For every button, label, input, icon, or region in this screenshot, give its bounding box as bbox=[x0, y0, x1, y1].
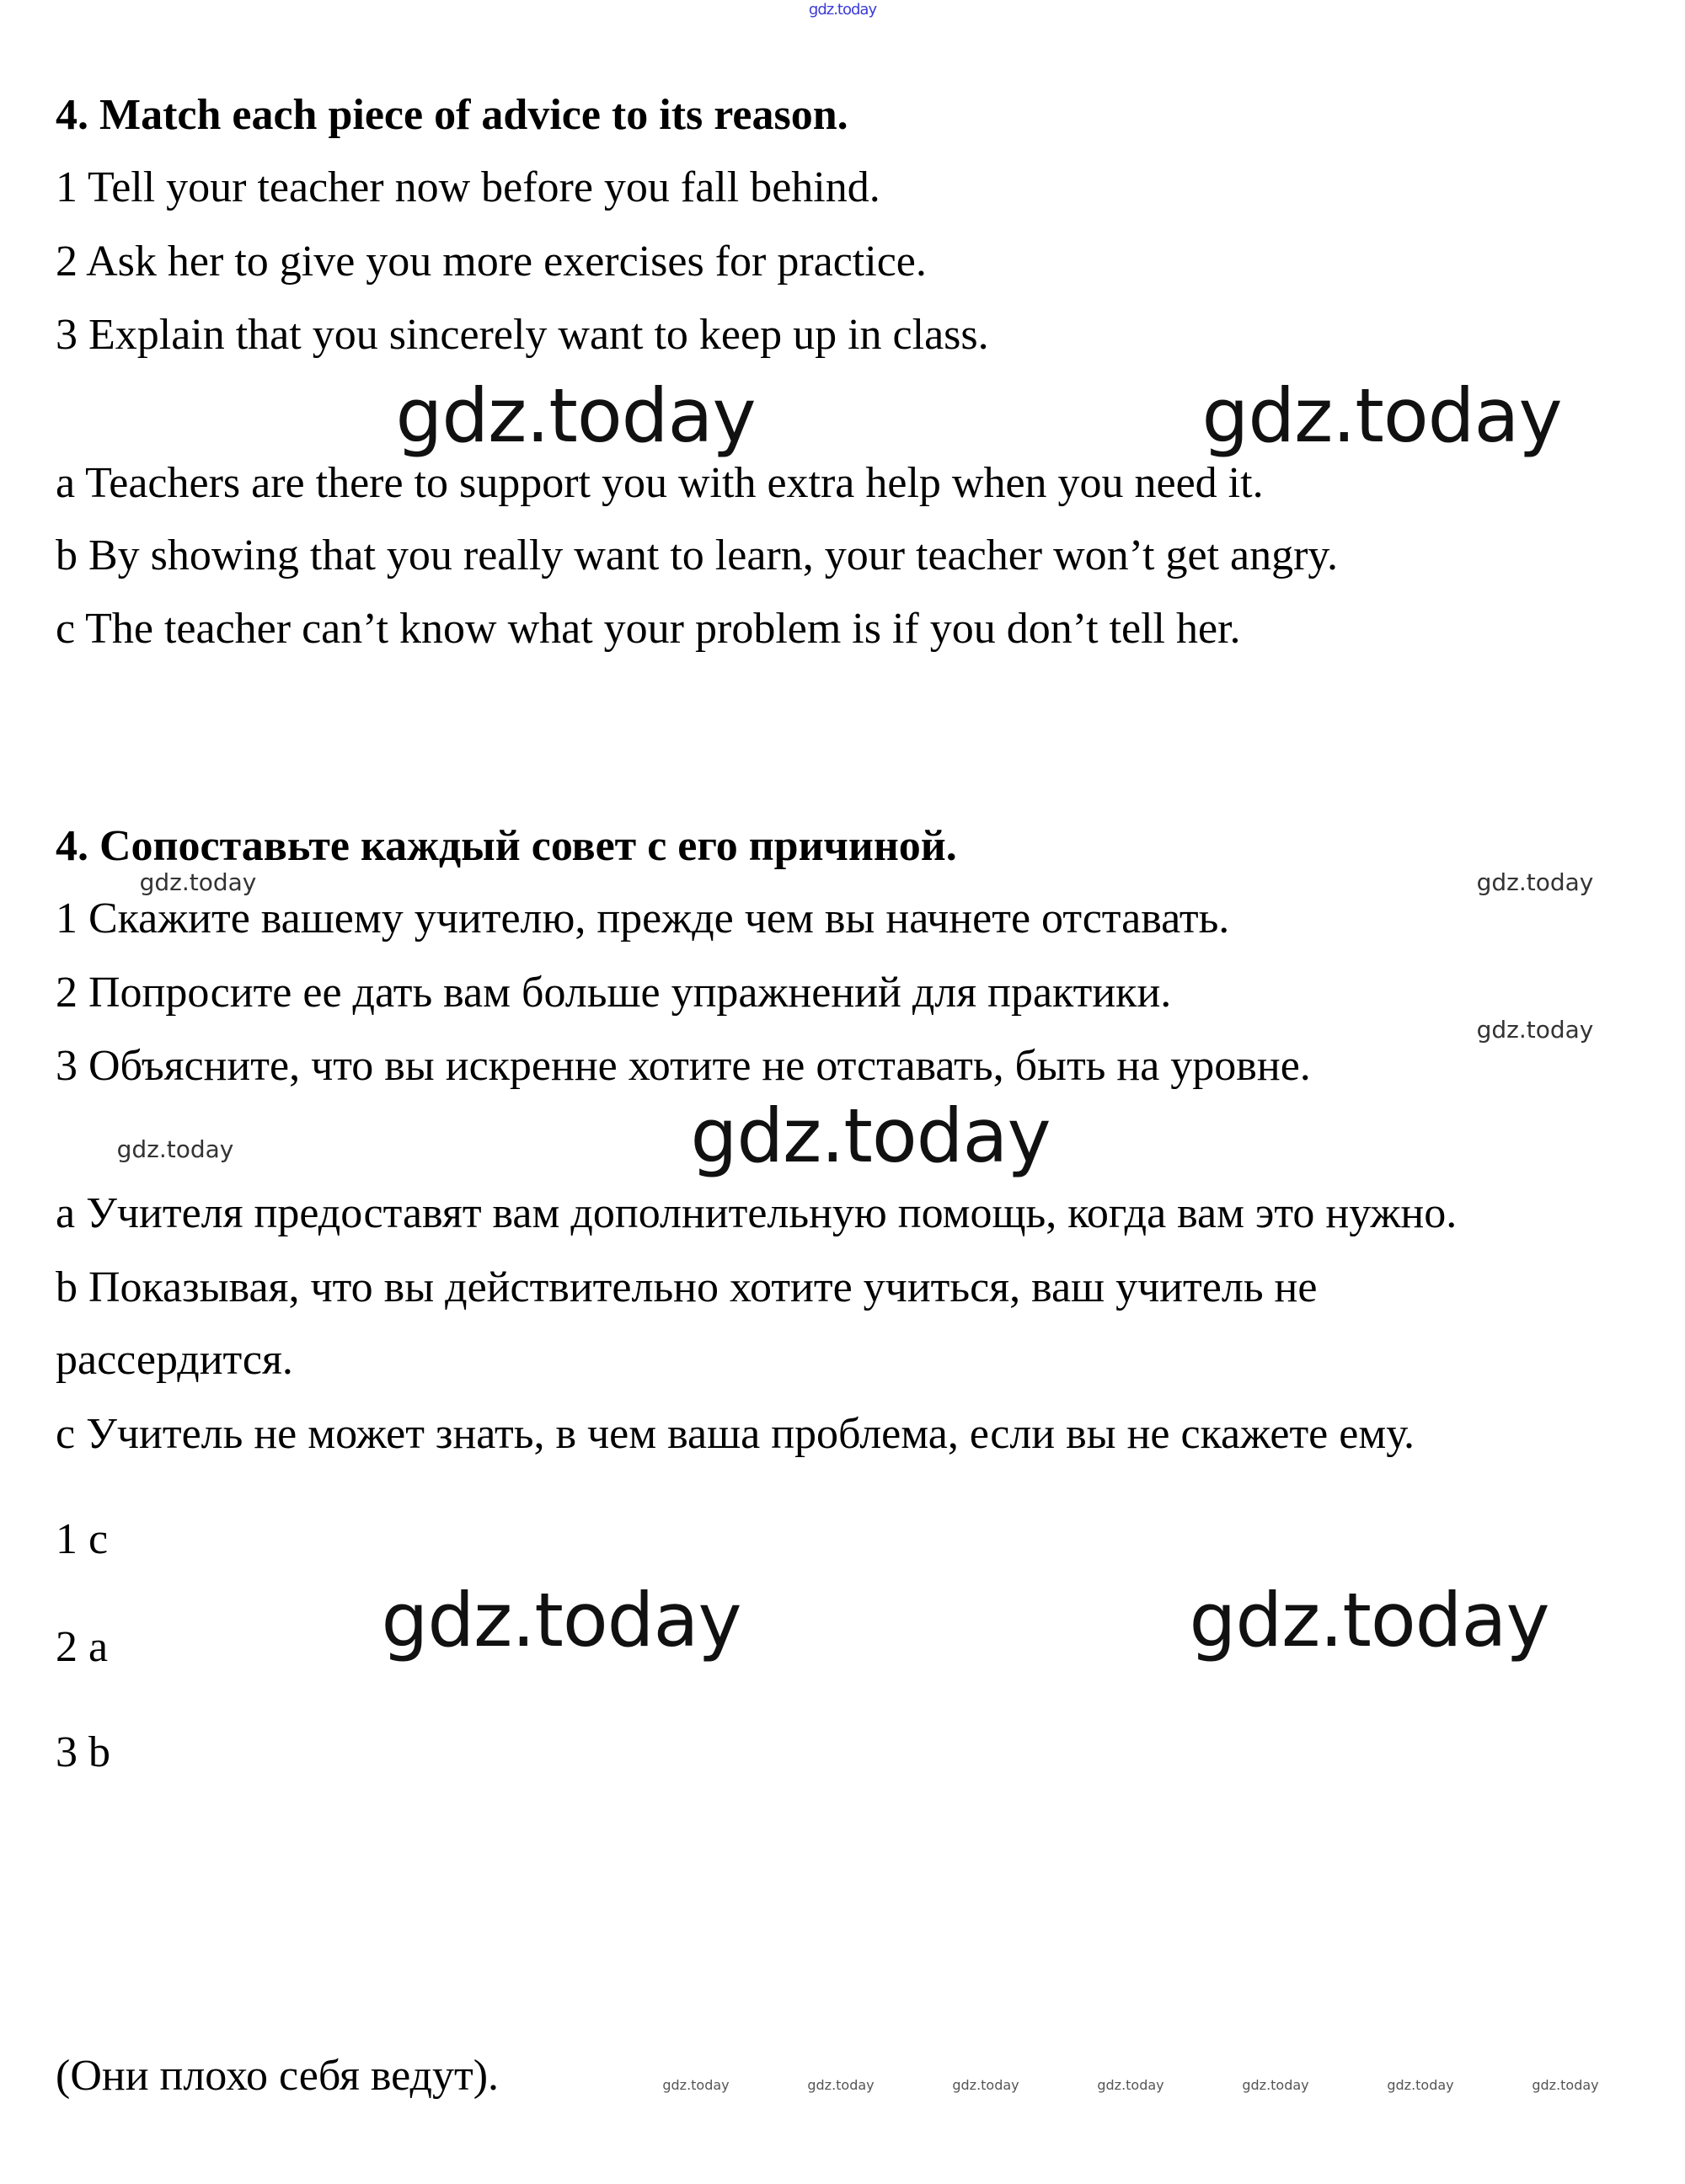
advice-item: 1 Tell your teacher now before you fall behind. bbox=[56, 163, 880, 211]
watermark-tiny: gdz.today bbox=[1242, 2077, 1309, 2093]
reason-item: a Teachers are there to support you with extra help when you need it. bbox=[56, 459, 1264, 507]
advice-item-ru: 3 Объясните, что вы искренне хотите не отставать, быть на уровне. bbox=[56, 1042, 1311, 1090]
exercise-title-ru: 4. Сопоставьте каждый совет с его причиной. bbox=[56, 822, 957, 870]
watermark-tiny: gdz.today bbox=[662, 2077, 730, 2093]
watermark-tiny: gdz.today bbox=[952, 2077, 1019, 2093]
watermark-small: gdz.today bbox=[116, 1135, 234, 1163]
advice-item-ru: 2 Попросите ее дать вам больше упражнений для практики. bbox=[56, 969, 1172, 1017]
watermark-large: gdz.today bbox=[381, 1577, 741, 1663]
advice-item: 2 Ask her to give you more exercises for practice. bbox=[56, 238, 927, 286]
watermark-small: gdz.today bbox=[1476, 1016, 1594, 1044]
watermark-tiny: gdz.today bbox=[807, 2077, 875, 2093]
watermark-large: gdz.today bbox=[1201, 372, 1562, 459]
answer-item: 1 c bbox=[56, 1515, 109, 1563]
exercise-title-en: 4. Match each piece of advice to its reason. bbox=[56, 91, 848, 139]
reason-item-ru-continued: рассердится. bbox=[56, 1336, 293, 1384]
advice-item-ru: 1 Скажите вашему учителю, прежде чем вы начнете отставать. bbox=[56, 894, 1230, 942]
watermark-small: gdz.today bbox=[1476, 868, 1594, 896]
reason-item: b By showing that you really want to learn, your teacher won’t get angry. bbox=[56, 531, 1339, 579]
reason-item-ru: a Учителя предоставят вам дополнительную помощь, когда вам это нужно. bbox=[56, 1189, 1458, 1237]
answer-item: 3 b bbox=[56, 1728, 110, 1776]
reason-item-ru: b Показывая, что вы действительно хотите учиться, ваш учитель не bbox=[56, 1263, 1318, 1311]
note: (Они плохо себя ведут). bbox=[56, 2052, 500, 2100]
watermark-small: gdz.today bbox=[139, 868, 257, 896]
watermark-tiny: gdz.today bbox=[1387, 2077, 1454, 2093]
watermark-tiny: gdz.today bbox=[1532, 2077, 1599, 2093]
reason-item-ru: c Учитель не может знать, в чем ваша проблема, если вы не скажете ему. bbox=[56, 1410, 1415, 1458]
watermark-large: gdz.today bbox=[690, 1092, 1051, 1179]
advice-item: 3 Explain that you sincerely want to keep up in class. bbox=[56, 311, 989, 359]
answer-item: 2 a bbox=[56, 1623, 109, 1671]
reason-item: c The teacher can’t know what your problem is if you don’t tell her. bbox=[56, 605, 1241, 653]
watermark-large: gdz.today bbox=[395, 372, 756, 459]
watermark-large: gdz.today bbox=[1189, 1577, 1549, 1663]
watermark-top: gdz.today bbox=[808, 1, 877, 19]
watermark-tiny: gdz.today bbox=[1097, 2077, 1164, 2093]
